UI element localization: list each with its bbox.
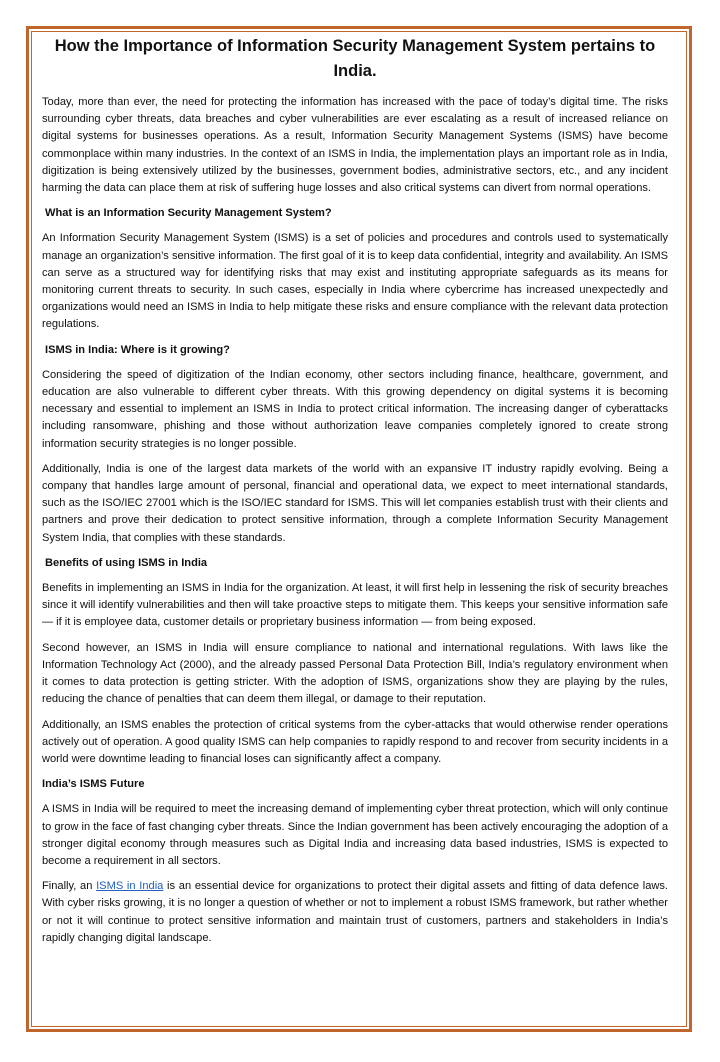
section-paragraph: Considering the speed of digitization of the Indian economy, other sectors including finance, healthcare, government, and education are also vulnerable to different cyber threats. With this growing dependency on digital systems it is becoming necessary and essential to implement an ISMS in India to protect critical information. The increasing danger of cyberattacks including ransomware, phishing and those without authorization leave companies completely ignored to create strong information security strategies is no longer possible.	[42, 368, 668, 450]
isms-in-india-link[interactable]: ISMS in India	[96, 880, 164, 893]
intro-paragraph: Today, more than ever, the need for protecting the information has increased with the pace of today’s digital time. The risks surrounding cyber threats, data breaches and cyber vulnerabilities are ever escalating as a result of increased reliance on digital systems for businesses operations. As a result, Information Security Management Systems (ISMS) have become commonplace within many industries. In the context of an ISMS in India, the implementation plays an important role as in India, digitization is being extensively utilized by the businesses, government bodies, administrative sectors, etc., and any incident harming the data can place them at risk of suffering huge losses and also critical systems can divert from normal operations.	[42, 96, 668, 195]
section-heading-what-is-isms: What is an Information Security Management System?	[45, 207, 332, 220]
section-heading-benefits: Benefits of using ISMS in India	[45, 556, 208, 569]
section-paragraph: Benefits in implementing an ISMS in India for the organization. At least, it will first help in lessening the risk of security breaches since it will identify vulnerabilities and then will take proactive steps to mitigate them. This keeps your sensitive information safe — if it is employee data, customer details or proprietary business information — from being exposed.	[42, 582, 668, 629]
document-body	[42, 34, 668, 955]
section-paragraph: A ISMS in India will be required to meet the increasing demand of implementing cyber threat protection, which will only continue to grow in the face of fast changing cyber threats. Since the Indian government has been actively encouraging the adoption of a stronger digital economy through measures such as Digital India and increasing data based industries, ISMS is expected to become a requirement in all sectors.	[42, 803, 668, 867]
section-heading-future: India’s ISMS Future	[42, 778, 145, 791]
section-paragraph: Additionally, an ISMS enables the protection of critical systems from the cyber-attacks that would otherwise render operations actively out of operation. A good quality ISMS can help companies to rapidly respond to and recover from security incidents in a world were downtime leading to financial loses can significantly affect a company.	[42, 718, 668, 765]
document-title: How the Importance of Information Security Management System pertains to India.	[54, 37, 656, 80]
section-paragraph: Additionally, India is one of the largest data markets of the world with an expansive IT industry rapidly evolving. Being a company that handles large amount of personal, financial and operational data, we expect to meet international standards, such as the ISO/IEC 27001 which is the ISO/IEC standard for ISMS. This will let companies establish trust with their clients and partners and prove their dedication to protect sensitive information, through a complete Information Security Management System India, that complies with these standards.	[42, 462, 668, 544]
closing-text-end: is an essential device for organizations to protect their digital assets and fitting of data defence laws. With cyber risks growing, it is no longer a question of whether or not to implement a robust ISMS framework, but rather whether or not it will continue to protect sensitive information and maintain trust of customers, partners and stakeholders in India’s rapidly changing digital landscape.	[42, 880, 668, 944]
section-paragraph: Second however, an ISMS in India will ensure compliance to national and international regulations. With laws like the Information Technology Act (2000), and the already passed Personal Data Protection Bill, India’s regulatory environment when it comes to data protection is getting stricter. With the adoption of ISMS, organizations show they are playing by the rules, reducing the chance of penalties that can deem them illegal, or damage to their reputation.	[42, 641, 668, 706]
closing-text-start: Finally, an	[42, 880, 97, 893]
section-heading-isms-growing: ISMS in India: Where is it growing?	[45, 343, 230, 356]
closing-paragraph	[42, 878, 668, 947]
section-paragraph: An Information Security Management System (ISMS) is a set of policies and procedures and controls used to systematically manage an organization’s sensitive information. The first goal of it is to keep data confidential, integrity and availability. An ISMS can serve as a structured way for identifying risks that may exist and instituting appropriate safeguards as its means for monitoring current threats to security. In such cases, especially in India where cybercrime has increased unexpectedly and organizations would need an ISMS in India to help mitigate these risks and ensure compliance with the relevant data protection regulations.	[42, 232, 668, 331]
